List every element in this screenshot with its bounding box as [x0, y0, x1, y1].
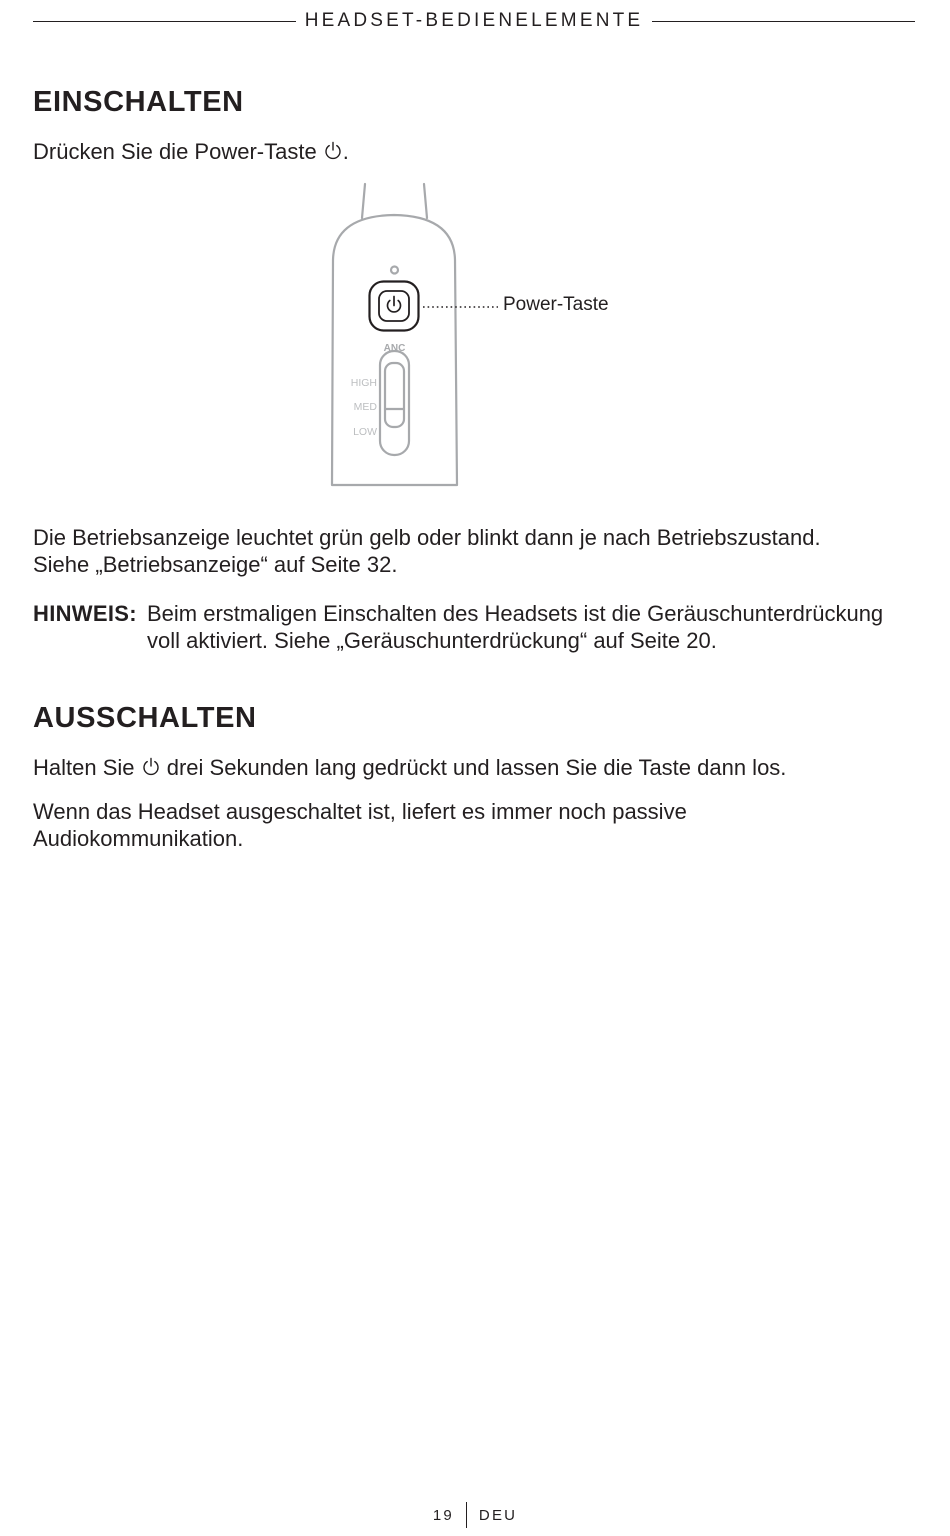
note-line-1: Beim erstmaligen Einschalten des Headsets ist die Geräuschunterdrückung [147, 601, 884, 626]
passive-line-1: Wenn das Headset ausgeschaltet ist, liefert es immer noch passive [33, 799, 687, 824]
anc-level-high: HIGH [350, 377, 377, 389]
passive-line-2: Audiokommunikation. [33, 826, 244, 851]
power-off-heading: AUSSCHALTEN [33, 702, 257, 734]
power-off-instruction-text: Halten Sie [33, 755, 141, 780]
anc-level-med: MED [353, 401, 377, 413]
header-rule-right [652, 21, 915, 22]
note-line-2: voll aktiviert. Siehe „Geräuschunterdrückung“ auf Seite 20. [147, 628, 717, 653]
passive-audio-paragraph [33, 798, 687, 852]
header-rule-left [33, 21, 296, 22]
section-header [33, 8, 915, 34]
anc-level-low: LOW [353, 426, 377, 438]
page-footer [0, 1502, 950, 1528]
power-button-callout: Power-Taste [503, 294, 609, 315]
status-led [391, 267, 398, 274]
page-number: 19 [432, 1506, 454, 1524]
footer-divider [466, 1502, 467, 1528]
anc-slider-knob [385, 363, 404, 427]
power-icon [141, 757, 161, 777]
status-line-2: Siehe „Betriebsanzeige“ auf Seite 32. [33, 552, 398, 577]
power-on-instruction-text: Drücken Sie die Power-Taste [33, 139, 323, 164]
control-module-illustration [320, 180, 640, 492]
language-code: DEU [478, 1506, 518, 1524]
note-text [147, 600, 883, 654]
cable-right [424, 184, 427, 218]
power-on-instruction [33, 138, 349, 165]
status-line-1: Die Betriebsanzeige leuchtet grün gelb oder blinkt dann je nach Betriebszustand. [33, 525, 821, 550]
power-button [370, 282, 419, 331]
power-off-instruction [33, 754, 786, 781]
note-label: HINWEIS: [33, 601, 137, 626]
power-on-heading: EINSCHALTEN [33, 86, 244, 118]
status-paragraph [33, 524, 821, 578]
anc-label: ANC [383, 343, 406, 354]
power-on-instruction-end: . [342, 139, 349, 164]
power-off-instruction-end: drei Sekunden lang gedrückt und lassen Sie die Taste dann los. [160, 755, 787, 780]
cable-left [362, 184, 365, 218]
section-title: HEADSET-BEDIENELEMENTE [304, 10, 644, 31]
power-icon [323, 141, 343, 161]
